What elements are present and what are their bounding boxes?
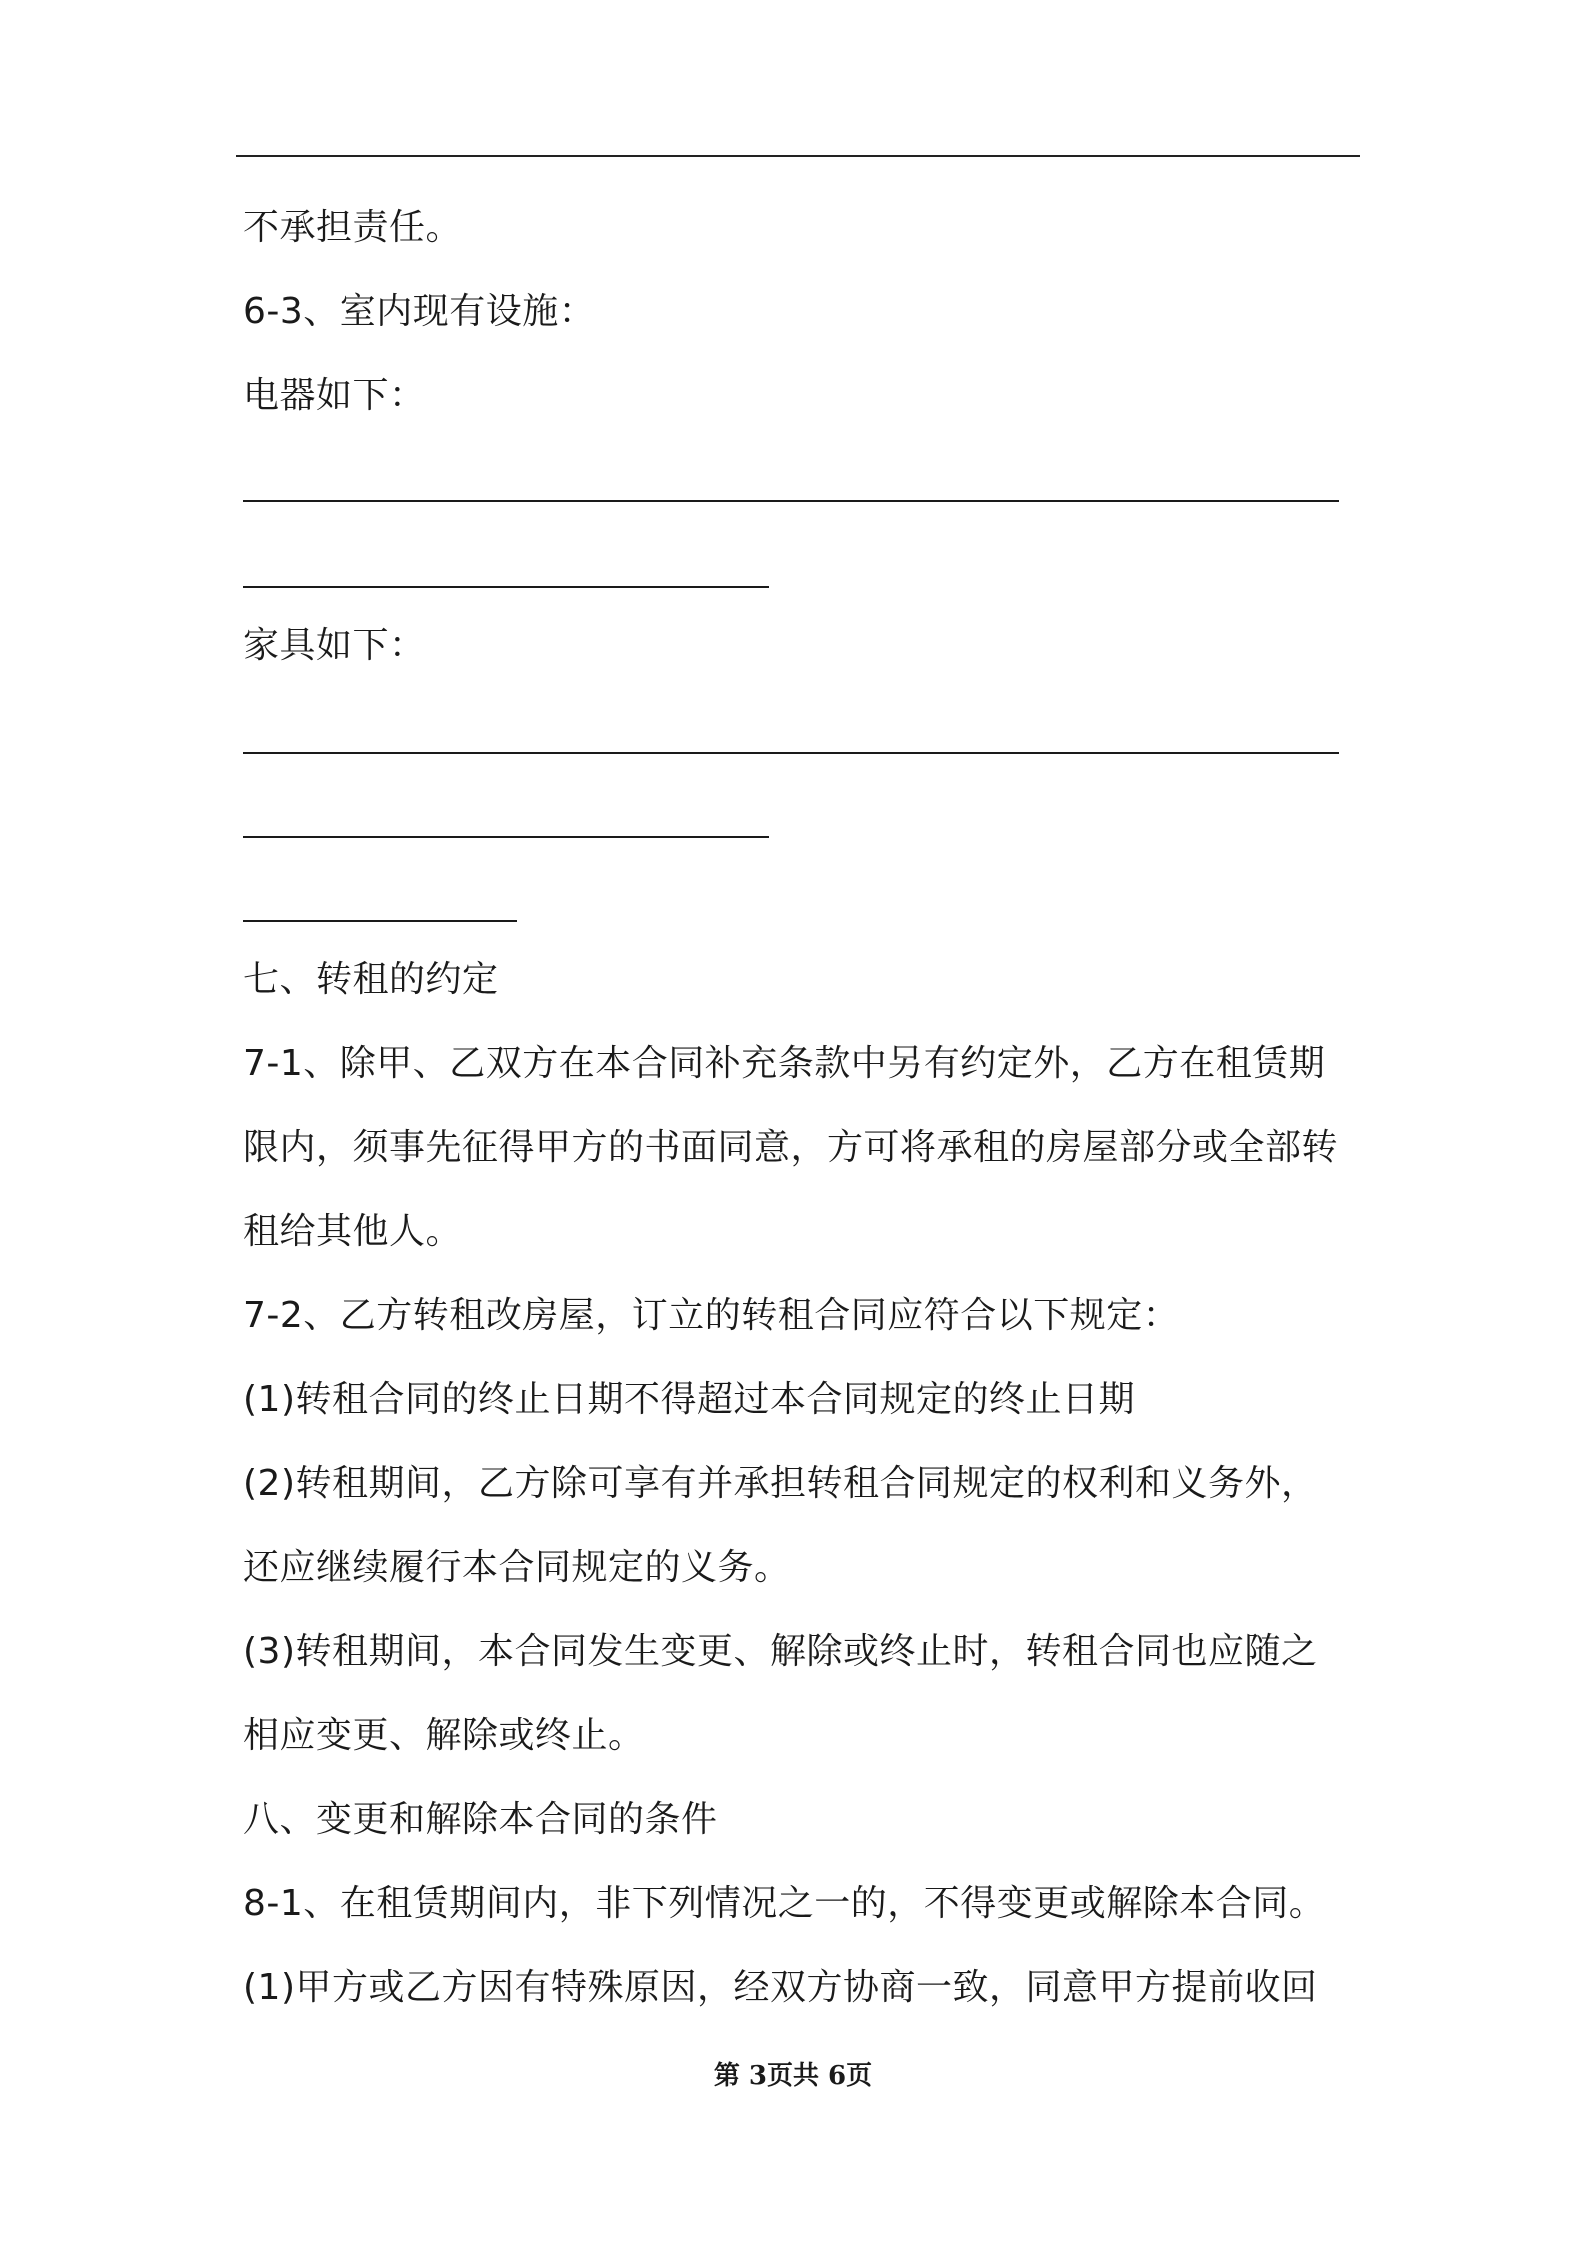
fill-in-blank bbox=[243, 836, 769, 838]
text-line: 不承担责任。 bbox=[243, 207, 463, 248]
text-line: (1)甲方或乙方因有特殊原因，经双方协商一致，同意甲方提前收回 bbox=[243, 1967, 1318, 2008]
text-line: 7-2、乙方转租改房屋，订立的转租合同应符合以下规定： bbox=[243, 1295, 1180, 1336]
fill-in-blank bbox=[243, 586, 769, 588]
text-line: 家具如下： bbox=[243, 625, 426, 666]
fill-in-blank bbox=[243, 920, 517, 922]
fill-in-blank bbox=[243, 752, 1339, 754]
section-heading: 八、变更和解除本合同的条件 bbox=[243, 1799, 718, 1840]
text-line: 8-1、在租赁期间内，非下列情况之一的，不得变更或解除本合同。 bbox=[243, 1883, 1326, 1924]
text-line: (1)转租合同的终止日期不得超过本合同规定的终止日期 bbox=[243, 1379, 1135, 1420]
section-heading: 七、转租的约定 bbox=[243, 959, 499, 1000]
clause-heading: 6-3、室内现有设施： bbox=[243, 291, 596, 332]
text-line: 还应继续履行本合同规定的义务。 bbox=[243, 1547, 791, 1588]
text-line: (3)转租期间，本合同发生变更、解除或终止时，转租合同也应随之 bbox=[243, 1631, 1318, 1672]
text-line: (2)转租期间，乙方除可享有并承担转租合同规定的权利和义务外， bbox=[243, 1463, 1318, 1504]
text-line: 电器如下： bbox=[243, 375, 426, 416]
page-number: 第 3页共 6页 bbox=[713, 2061, 873, 2091]
fill-in-blank bbox=[243, 500, 1339, 502]
text-line: 限内，须事先征得甲方的书面同意，方可将承租的房屋部分或全部转 bbox=[243, 1127, 1339, 1168]
text-line: 7-1、除甲、乙双方在本合同补充条款中另有约定外，乙方在租赁期 bbox=[243, 1043, 1326, 1084]
text-line: 相应变更、解除或终止。 bbox=[243, 1715, 645, 1756]
text-line: 租给其他人。 bbox=[243, 1211, 463, 1252]
